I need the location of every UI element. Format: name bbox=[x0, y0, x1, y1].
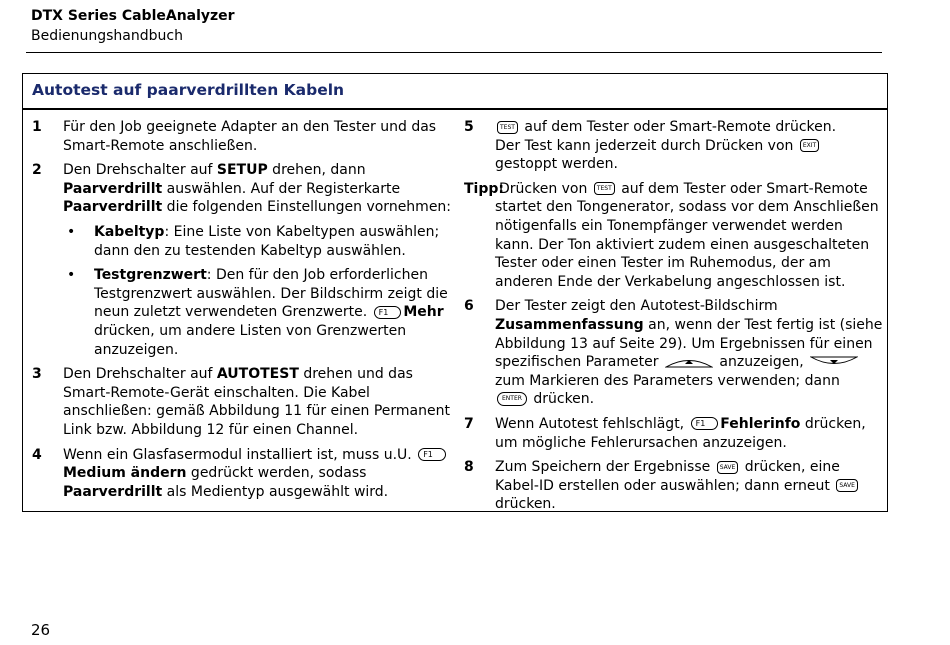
text: zum Markieren des Parameters verwenden; dann bbox=[495, 372, 840, 389]
step-number: 3 bbox=[32, 366, 42, 383]
step-7 bbox=[464, 415, 884, 452]
page-number: 26 bbox=[31, 621, 51, 639]
tip-label: Tipp: bbox=[464, 180, 504, 197]
down-arrow-key-icon bbox=[810, 356, 858, 368]
text: drücken. bbox=[528, 391, 595, 408]
text: drücken, eine Kabel-ID erstellen oder auswählen; dann erneut bbox=[495, 459, 840, 494]
text: drücken, um mögliche Fehlerursachen anzuzeigen. bbox=[495, 415, 866, 451]
f1-key-icon: F1 bbox=[691, 417, 719, 430]
text: Den Drehschalter auf bbox=[63, 366, 217, 383]
text: auswählen. Auf der Registerkarte bbox=[162, 180, 401, 197]
step-6 bbox=[464, 297, 884, 409]
doc-subtitle: Bedienungshandbuch bbox=[31, 28, 183, 44]
test-key-icon: TEST bbox=[594, 182, 615, 195]
bullet-dot: • bbox=[67, 267, 76, 284]
text: drehen und das Smart-Remote-Gerät einschalten. Die Kabel anschließen: gemäß Abbildung 11 für einen Permanent Link bzw. Abbildung 12 für einen Channel. bbox=[63, 366, 450, 438]
step-number: 8 bbox=[464, 459, 474, 476]
text: Der Tester zeigt den Autotest-Bildschirm bbox=[495, 298, 778, 315]
text: die folgenden Einstellungen vornehmen: bbox=[162, 199, 452, 216]
step-number: 7 bbox=[464, 415, 474, 432]
save-key-icon: SAVE bbox=[836, 479, 858, 492]
tip bbox=[464, 180, 884, 292]
text-bold: Mehr bbox=[403, 304, 444, 321]
text-bold: Zusammenfassung bbox=[495, 316, 644, 333]
step-2 bbox=[32, 161, 452, 359]
step-3 bbox=[32, 365, 452, 439]
step-number: 5 bbox=[464, 119, 474, 135]
step-number: 6 bbox=[464, 298, 474, 315]
text-bold: Paarverdrillt bbox=[63, 199, 163, 216]
step-text: Für den Job geeignete Adapter an den Tester und das Smart-Remote anschließen. bbox=[63, 119, 437, 154]
text-bold: AUTOTEST bbox=[216, 366, 299, 383]
right-column bbox=[464, 118, 884, 520]
doc-title: DTX Series CableAnalyzer bbox=[31, 8, 235, 24]
text-bold: Paarverdrillt bbox=[63, 483, 163, 500]
text-bold: Testgrenzwert bbox=[94, 267, 207, 284]
text: als Medientyp ausgewählt wird. bbox=[162, 483, 389, 500]
bullet-kabeltyp bbox=[63, 223, 452, 260]
text: Zum Speichern der Ergebnisse bbox=[495, 459, 715, 476]
text: drücken. bbox=[495, 496, 556, 513]
text: gedrückt werden, sodass bbox=[186, 465, 367, 482]
text: Wenn ein Glasfasermodul installiert ist, muss u.U. bbox=[63, 446, 417, 463]
step-number: 4 bbox=[32, 446, 42, 463]
text: Der Test kann jederzeit durch Drücken von bbox=[495, 137, 798, 154]
text: an, wenn der Test fertig ist (siehe Abbildung 13 auf Seite 29). Um Ergebnissen für einen spezifischen Parameter bbox=[495, 316, 883, 371]
header-divider bbox=[26, 52, 882, 53]
procedure-box bbox=[22, 73, 888, 512]
text: Wenn Autotest fehlschlägt, bbox=[495, 415, 689, 432]
text-bold: Medium ändern bbox=[63, 465, 187, 482]
step-number: 2 bbox=[32, 162, 42, 179]
step-8 bbox=[464, 458, 884, 514]
bullet-dot: • bbox=[67, 223, 76, 240]
exit-key-icon: EXIT bbox=[800, 139, 819, 152]
bullet-testgrenzwert bbox=[63, 266, 452, 359]
step-5 bbox=[464, 118, 884, 174]
step-number: 1 bbox=[32, 119, 42, 135]
test-key-icon: TEST bbox=[497, 121, 518, 134]
step-4 bbox=[32, 446, 452, 502]
box-title: Autotest auf paarverdrillten Kabeln bbox=[32, 81, 345, 99]
text: Den Drehschalter auf bbox=[63, 162, 217, 179]
text: : Eine Liste von Kabeltypen auswählen; dann den zu testenden Kabeltyp auswählen. bbox=[94, 223, 440, 259]
step-1 bbox=[32, 118, 452, 155]
text: drücken, um andere Listen von Grenzwerten anzuzeigen. bbox=[94, 322, 407, 358]
text-bold: Paarverdrillt bbox=[63, 180, 163, 197]
text: anzuzeigen, bbox=[714, 354, 809, 371]
text-bold: Fehlerinfo bbox=[720, 415, 801, 432]
box-title-bar bbox=[23, 74, 887, 110]
enter-key-icon: ENTER bbox=[497, 392, 527, 406]
text-bold: Kabeltyp bbox=[94, 223, 165, 240]
text: gestoppt werden. bbox=[495, 156, 618, 173]
up-arrow-key-icon bbox=[665, 356, 713, 368]
f1-key-icon: F1 bbox=[374, 306, 402, 319]
text-bold: SETUP bbox=[216, 162, 268, 179]
text: Drücken von bbox=[499, 180, 592, 197]
text: auf dem Tester oder Smart-Remote startet den Tongenerator, sodass vor dem Anschließen nötigenfalls ein Tonempfänger verwendet werden kann. Der Ton aktiviert zudem einen ausgeschalteten Tester oder einen Tester im Ruhemodus, der am anderen Ende der Verkabelung angeschlossen ist. bbox=[495, 180, 879, 290]
text: drehen, dann bbox=[267, 162, 366, 179]
left-column bbox=[32, 118, 452, 507]
text: : Den für den Job erforderlichen Testgrenzwert auswählen. Der Bildschirm zeigt die neun zuletzt verwendeten Grenzwerte. bbox=[94, 267, 448, 321]
save-key-icon: SAVE bbox=[717, 461, 739, 474]
text: auf dem Tester oder Smart-Remote drücken. bbox=[519, 119, 837, 135]
f1-key-icon: F1 bbox=[418, 448, 446, 461]
